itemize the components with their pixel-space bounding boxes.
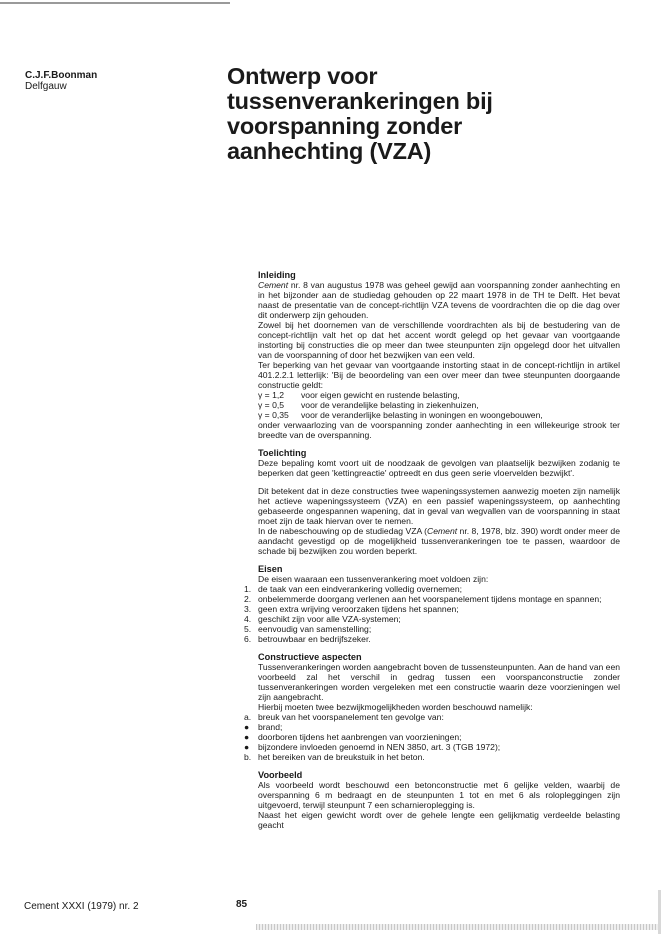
list-item-text: geen extra wrijving veroorzaken tijdens het spannen; [258,604,459,614]
list-marker: 2. [244,594,252,604]
list-item [244,614,620,624]
paragraph: Als voorbeeld wordt beschouwd een betonconstructie met 6 gelijke velden, waarbij de overspanning 6 m bedraagt en de steunpunten 1 tot en met 6 als rolopleggingen zijn uitgevoerd, terwijl steunpunt 7 een scharnieroplegging is. [258,780,620,810]
title-line: aanhechting (VZA) [227,138,432,164]
list-item [244,584,620,594]
paragraph: Naast het eigen gewicht wordt over de gehele lengte een gelijkmatig verdeelde belasting geacht [258,810,620,830]
list-item [244,742,620,752]
bullet-icon: ● [244,732,250,742]
list-marker: b. [244,752,252,762]
article-title [227,64,627,164]
author-location: Delfgauw [25,81,67,92]
paragraph: Zowel bij het doornemen van de verschillende voordrachten als bij de bestudering van de concept-richtlijn valt het op dat het accent wordt gelegd op het gevaar van voortgaande instorting bij constructies die op meer dan twee steunpunten zijn opgelegd door het uitvallen van de voorspanning of door het bezwijken van een veld. [258,320,620,360]
paragraph: Ter beperking van het gevaar van voortgaande instorting staat in de concept-richtlijn in artikel 401.2.2.1 letterlijk: 'Bij de beoordeling van een over meer dan twee steunpunten doorgaande constructie geldt: [258,360,620,390]
journal-ref: Cement [427,526,458,536]
paragraph-text: nr. 8, 1978, blz. 390) wordt onder meer de aandacht gevestigd op de mogelijkheid tussenverankeringen toe te passen, waardoor de schade bij bezwijken zou worden beperkt. [258,526,620,556]
section-heading: Voorbeeld [258,770,303,780]
bullet-icon: ● [244,742,250,752]
section-heading: Inleiding [258,270,296,280]
gamma-line [258,410,620,420]
author-name: C.J.F.Boonman [25,70,98,81]
gamma-line [258,390,620,400]
section-heading: Toelichting [258,448,307,458]
section-voorbeeld [258,770,620,830]
section-heading: Constructieve aspecten [258,652,362,662]
list-item-text: breuk van het voorspanelement ten gevolge van: [258,712,444,722]
list-item-text: onbelemmerde doorgang verlenen aan het voorspanelement tijdens montage en spannen; [258,594,602,604]
section-heading: Eisen [258,564,283,574]
list-marker: 3. [244,604,252,614]
bullet-icon: ● [244,722,250,732]
paragraph: Deze bepaling komt voort uit de noodzaak de gevolgen van plaatselijk bezwijken zodanig te beperken dat geen 'kettingreactie' optreedt en dus geen serie vloervelden bezwijkt'. [258,458,620,478]
paragraph-text: nr. 8 van augustus 1978 was geheel gewijd aan voorspanning zonder aanhechting en in het bijzonder aan de studiedag gehouden op 22 maart 1978 in de TH te Delft. Het bevat naast de presentatie van de concept-richtlijn VZA tevens de voordrachten die op die dag over dit onderwerp zijn gehouden. [258,280,620,320]
requirements-list [244,584,620,644]
paragraph: Hierbij moeten twee bezwijkmogelijkheden worden beschouwd namelijk: [258,702,533,712]
journal-ref: Cement [258,280,289,290]
author-block [25,70,97,92]
list-item [244,604,620,614]
section-eisen [244,564,620,644]
list-item-text: doorboren tijdens het aanbrengen van voorzieningen; [258,732,462,742]
list-item [244,712,620,722]
list-item [244,732,620,742]
paragraph [258,526,620,556]
section-inleiding [258,270,620,440]
paragraph: Dit betekent dat in deze constructies twee wapeningssystemen aanwezig moeten zijn namelijk het actieve wapeningssysteem (VZA) en een passief wapeningssysteem, op aanhechting gebaseerde ongespannen wapening, dat in geval van wegvallen van de voorspanning in staat moet zijn de taak hiervan over te nemen. [258,486,620,526]
article-body [244,270,620,838]
bottom-scan-edge [256,924,661,930]
paragraph: De eisen waaraan een tussenverankering moet voldoen zijn: [258,574,489,584]
list-item-text: bijzondere invloeden genoemd in NEN 3850, art. 3 (TGB 1972); [258,742,501,752]
list-item [244,634,620,644]
gamma-text: voor de veranderlijke belasting in woningen en woongebouwen, [301,410,543,420]
list-item [244,752,620,762]
list-item [244,722,620,732]
gamma-value: γ = 0,35 [258,410,289,420]
title-line: voorspanning zonder [227,113,463,139]
section-constructieve-aspecten [244,652,620,762]
list-item [244,594,620,604]
paragraph-text: In de nabeschouwing op de studiedag VZA ( [258,526,428,536]
gamma-value: γ = 1,2 [258,390,285,400]
title-line: Ontwerp voor [227,63,378,89]
top-rule [0,2,230,4]
list-item-text: het bereiken van de breukstuik in het beton. [258,752,425,762]
paragraph [258,280,620,320]
paragraph: onder verwaarlozing van de voorspanning zonder aanhechting in een willekeurige strook ter breedte van de overspanning. [258,420,620,440]
gamma-line [258,400,620,410]
list-marker: 6. [244,634,252,644]
list-marker: a. [244,712,252,722]
list-item-text: betrouwbaar en bedrijfszeker. [258,634,371,644]
list-item-text: eenvoudig van samenstelling; [258,624,372,634]
section-toelichting [258,448,620,556]
title-line: tussenverankeringen bij [227,88,493,114]
list-item-text: de taak van een eindverankering volledig overnemen; [258,584,462,594]
list-marker: 4. [244,614,252,624]
failure-modes-list [244,712,620,762]
gamma-text: voor de verandelijke belasting in ziekenhuizen, [301,400,479,410]
paragraph: Tussenverankeringen worden aangebracht boven de tussensteunpunten. Aan de hand van een voorbeeld zal het verschil in gedrag tussen een voorspanconstructie zonder tussenverankeringen worden vergeleken met een constructie waarin deze voorzieningen wel zijn aangebracht. [258,662,620,702]
list-item-text: brand; [258,722,283,732]
gamma-value: γ = 0,5 [258,400,285,410]
list-marker: 1. [244,584,252,594]
gamma-text: voor eigen gewicht en rustende belasting, [301,390,460,400]
journal-footer: Cement XXXI (1979) nr. 2 [24,901,139,912]
page-number: 85 [236,899,248,910]
list-item [244,624,620,634]
list-item-text: geschikt zijn voor alle VZA-systemen; [258,614,401,624]
list-marker: 5. [244,624,252,634]
